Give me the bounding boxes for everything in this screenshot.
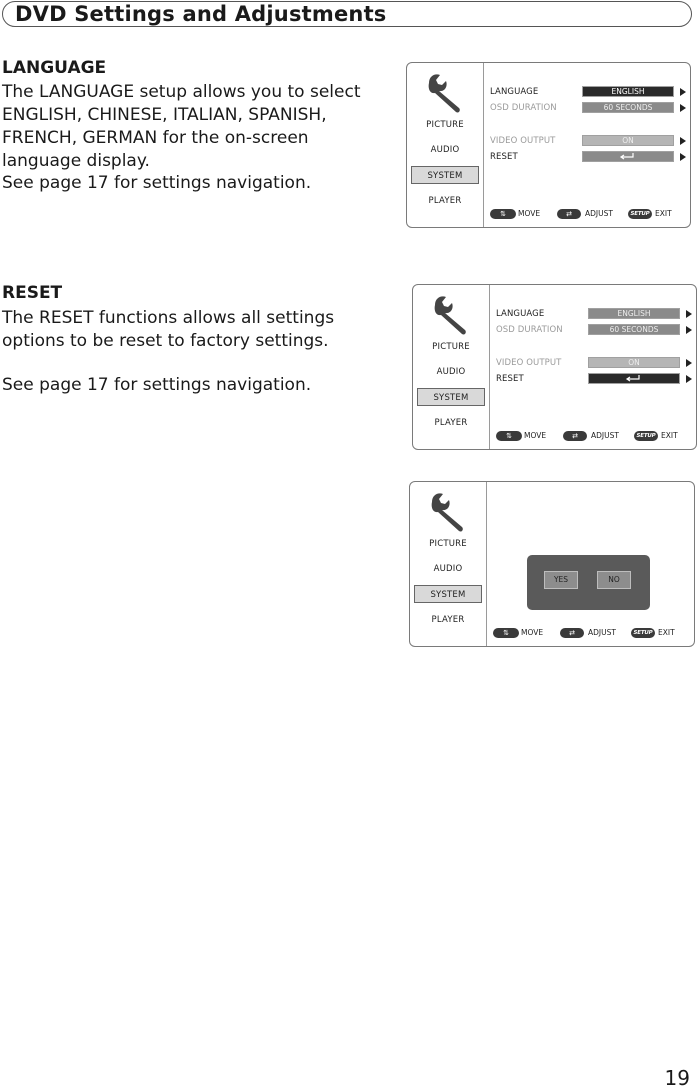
menu-audio[interactable]: AUDIO [433, 564, 463, 574]
video-output-field[interactable]: ON [588, 357, 680, 368]
language-label: LANGUAGE [490, 87, 539, 97]
reset-arrow-icon[interactable] [686, 375, 692, 383]
reset-field[interactable] [588, 373, 680, 384]
up-down-arrows-icon: ⇅ [496, 431, 522, 441]
osd-duration-field[interactable]: 60 SECONDS [582, 102, 674, 113]
video-output-field[interactable]: ON [582, 135, 674, 146]
menu-player[interactable]: PLAYER [428, 196, 462, 206]
exit-label: EXIT [655, 209, 672, 218]
enter-return-icon [618, 152, 638, 161]
adjust-label: ADJUST [588, 628, 616, 637]
menu-system[interactable]: SYSTEM [411, 166, 479, 184]
menu-picture[interactable]: PICTURE [432, 342, 470, 352]
enter-return-icon [624, 374, 644, 383]
page-number: 19 [664, 1066, 690, 1090]
adjust-label: ADJUST [591, 431, 619, 440]
left-right-arrows-icon: ⇄ [557, 209, 581, 219]
setup-button[interactable]: SETUP [634, 431, 658, 441]
reset-note: See page 17 for settings navigation. [2, 375, 312, 395]
osd-panel-confirm [409, 481, 695, 647]
video-output-label: VIDEO OUTPUT [496, 358, 562, 368]
reset-label: RESET [496, 374, 524, 384]
page-title: DVD Settings and Adjustments [15, 2, 387, 26]
up-down-arrows-icon: ⇅ [490, 209, 516, 219]
menu-system[interactable]: SYSTEM [417, 388, 485, 406]
reset-field[interactable] [582, 151, 674, 162]
exit-label: EXIT [658, 628, 675, 637]
left-right-arrows-icon: ⇄ [560, 628, 584, 638]
move-label: MOVE [524, 431, 547, 440]
setup-button[interactable]: SETUP [631, 628, 655, 638]
menu-audio[interactable]: AUDIO [436, 367, 466, 377]
reset-confirm-dialog [527, 555, 650, 610]
menu-audio[interactable]: AUDIO [430, 145, 460, 155]
reset-label: RESET [490, 152, 518, 162]
setup-button[interactable]: SETUP [628, 209, 652, 219]
osd-duration-arrow-icon[interactable] [686, 326, 692, 334]
reset-arrow-icon[interactable] [680, 153, 686, 161]
language-description: The LANGUAGE setup allows you to select ENGLISH, CHINESE, ITALIAN, SPANISH, FRENCH, GERMAN for the on-screen language display. [2, 82, 361, 171]
language-label: LANGUAGE [496, 309, 545, 319]
menu-picture[interactable]: PICTURE [426, 120, 464, 130]
osd-duration-label: OSD DURATION [496, 325, 563, 335]
exit-label: EXIT [661, 431, 678, 440]
move-label: MOVE [518, 209, 541, 218]
video-output-label: VIDEO OUTPUT [490, 136, 556, 146]
language-arrow-icon[interactable] [686, 310, 692, 318]
menu-player[interactable]: PLAYER [434, 418, 468, 428]
video-output-arrow-icon[interactable] [680, 137, 686, 145]
wrench-icon [429, 293, 475, 339]
language-note: See page 17 for settings navigation. [2, 173, 312, 193]
osd-sidebar [407, 63, 484, 227]
adjust-label: ADJUST [585, 209, 613, 218]
move-label: MOVE [521, 628, 544, 637]
reset-description: The RESET functions allows all settings options to be reset to factory settings. [2, 308, 335, 351]
menu-player[interactable]: PLAYER [431, 615, 465, 625]
osd-duration-field[interactable]: 60 SECONDS [588, 324, 680, 335]
wrench-icon [423, 71, 469, 117]
language-heading: LANGUAGE [2, 58, 107, 78]
osd-sidebar [410, 482, 487, 646]
osd-duration-label: OSD DURATION [490, 103, 557, 113]
title-bar [2, 1, 692, 27]
reset-heading: RESET [2, 283, 63, 303]
no-button[interactable]: NO [597, 571, 631, 589]
video-output-arrow-icon[interactable] [686, 359, 692, 367]
up-down-arrows-icon: ⇅ [493, 628, 519, 638]
menu-picture[interactable]: PICTURE [429, 539, 467, 549]
osd-panel-language [406, 62, 691, 228]
osd-panel-reset [412, 284, 697, 450]
osd-duration-arrow-icon[interactable] [680, 104, 686, 112]
language-arrow-icon[interactable] [680, 88, 686, 96]
language-field[interactable]: ENGLISH [588, 308, 680, 319]
yes-button[interactable]: YES [544, 571, 578, 589]
wrench-icon [426, 490, 472, 536]
menu-system[interactable]: SYSTEM [414, 585, 482, 603]
osd-sidebar [413, 285, 490, 449]
language-field[interactable]: ENGLISH [582, 86, 674, 97]
left-right-arrows-icon: ⇄ [563, 431, 587, 441]
